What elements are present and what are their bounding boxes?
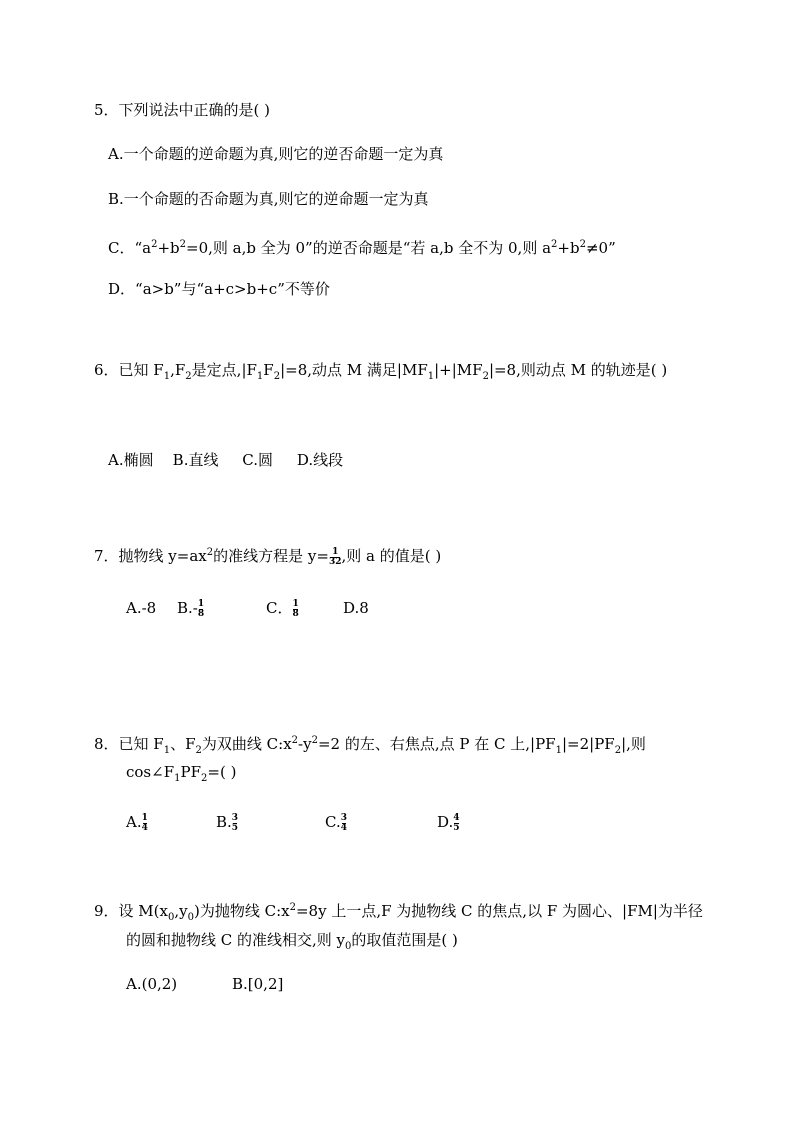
q9-stem-line2 (126, 930, 458, 957)
q8-option-d (437, 812, 460, 833)
text: C． (266, 599, 293, 617)
q8-stem-line1 (94, 731, 646, 761)
sup: 2 (289, 902, 296, 913)
fraction (329, 548, 342, 567)
text: ,F (170, 361, 186, 379)
sub: 2 (482, 371, 489, 382)
fraction (341, 814, 347, 833)
q5-stem: 5．下列说法中正确的是( ) (94, 101, 271, 119)
text: C．“a (108, 239, 152, 257)
text: )为抛物线 C:x (193, 902, 290, 920)
denominator: 4 (141, 822, 148, 833)
q8-option-b (216, 812, 238, 833)
text: 为双曲线 C:x (201, 735, 292, 753)
sub: 1 (163, 745, 171, 756)
sup: 2 (311, 735, 318, 746)
sub: 1 (163, 371, 171, 382)
text: ,则 a 的值是( ) (341, 547, 442, 565)
sub: 0 (187, 912, 194, 923)
fraction (198, 600, 204, 619)
q8-stem-line2 (126, 762, 236, 789)
q8-option-a (126, 812, 148, 833)
q7-stem (94, 543, 441, 567)
text: 、F (170, 735, 196, 753)
text: B.- (177, 599, 198, 617)
sup: 2 (291, 735, 299, 746)
q7-option-d: D.8 (343, 599, 369, 617)
q5-option-b: B.一个命题的否命题为真,则它的逆命题一定为真 (108, 190, 429, 208)
denominator: 5 (453, 822, 460, 833)
text: A. (126, 813, 142, 831)
text: C. (325, 813, 341, 831)
text: =0,则 a,b 全为 0”的逆否命题是“若 a,b 全不为 0,则 a (186, 239, 552, 257)
text: |=8,动点 M 满足|MF (280, 361, 428, 379)
fraction (232, 814, 238, 833)
text: PF (180, 763, 201, 781)
text: +b (557, 239, 580, 257)
q7-option-b (177, 598, 204, 619)
sub: 1 (555, 745, 562, 756)
numerator: 1 (197, 598, 205, 609)
text: -y (298, 735, 312, 753)
text: B. (216, 813, 232, 831)
q7-option-a: A.-8 (126, 599, 157, 617)
text: D. (437, 813, 454, 831)
q5-option-a: A.一个命题的逆命题为真,则它的逆否命题一定为真 (108, 145, 444, 163)
text: F (263, 361, 274, 379)
text: 6．已知 F (94, 361, 164, 379)
text: ≠0” (585, 239, 616, 257)
text: =2 的左、右焦点,点 P 在 C 上,|PF (317, 735, 556, 753)
denominator: 5 (231, 822, 239, 833)
text: ,y (174, 902, 188, 920)
denominator: 4 (340, 822, 347, 833)
q7-option-c (266, 598, 299, 619)
sub: 2 (201, 773, 208, 784)
text: +b (157, 239, 180, 257)
fraction (142, 814, 148, 833)
sub: 0 (167, 912, 175, 923)
sup: 2 (579, 239, 586, 250)
denominator: 8 (292, 608, 299, 619)
sub: 2 (185, 371, 192, 382)
sub: 1 (174, 773, 181, 784)
text: =8y 上一点,F 为抛物线 C 的焦点,以 F 为圆心、|FM|为半径 (295, 902, 703, 920)
sub: 0 (345, 941, 352, 952)
numerator: 4 (453, 812, 460, 823)
denominator: 32 (328, 556, 342, 567)
q9-option-b: B.[0,2] (232, 975, 284, 993)
sup: 2 (551, 239, 558, 250)
text: |+|MF (434, 361, 483, 379)
text: |=8,则动点 M 的轨迹是( ) (488, 361, 668, 379)
numerator: 1 (332, 546, 339, 557)
text: 的圆和抛物线 C 的准线相交,则 y (126, 931, 346, 949)
text: 8．已知 F (94, 735, 164, 753)
text: 是定点,|F (191, 361, 257, 379)
text: =( ) (207, 763, 237, 781)
fraction (292, 600, 298, 619)
q8-option-c (325, 812, 347, 833)
text: |=2|PF (561, 735, 615, 753)
sup: 2 (206, 547, 214, 558)
q6-options: A.椭圆 B.直线 C.圆 D.线段 (108, 451, 344, 469)
sub: 1 (427, 371, 435, 382)
sub: 2 (614, 745, 622, 756)
text: 7．抛物线 y=ax (94, 547, 207, 565)
q6-stem (94, 360, 667, 387)
q5-option-c (108, 235, 616, 258)
q9-stem-line1 (94, 898, 703, 928)
text: |,则 (621, 735, 646, 753)
text: 的取值范围是( ) (351, 931, 458, 949)
sub: 2 (195, 745, 202, 756)
sub: 2 (273, 371, 281, 382)
numerator: 3 (231, 812, 239, 823)
text: 9．设 M(x (94, 902, 168, 920)
numerator: 1 (141, 812, 148, 823)
q5-option-d: D．“a>b”与“a+c>b+c”不等价 (108, 280, 330, 298)
text: 的准线方程是 y= (213, 547, 329, 565)
sup: 2 (151, 239, 158, 250)
numerator: 3 (340, 812, 347, 823)
sub: 1 (256, 371, 264, 382)
sup: 2 (179, 239, 187, 250)
fraction (453, 814, 459, 833)
text: cos∠F (126, 763, 175, 781)
q9-option-a: A.(0,2) (126, 975, 178, 993)
numerator: 1 (292, 598, 299, 609)
denominator: 8 (197, 608, 205, 619)
